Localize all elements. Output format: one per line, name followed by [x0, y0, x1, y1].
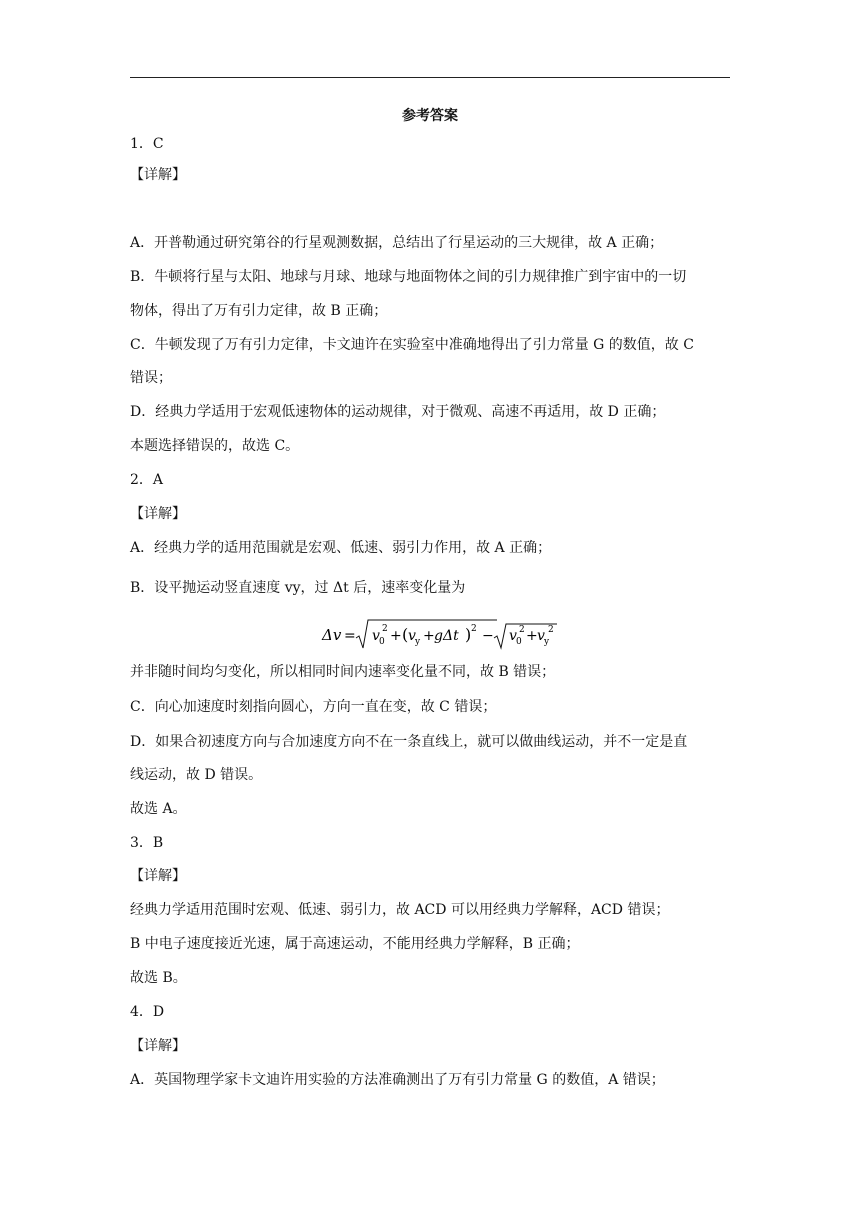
answer-number-1: 1．C: [130, 136, 164, 152]
text-line: 物体，得出了万有引力定律，故 B 正确；: [130, 303, 388, 319]
text-line: 线运动，故 D 错误。: [130, 767, 263, 783]
svg-text:0: 0: [516, 637, 522, 647]
header-rule: [130, 77, 730, 78]
text-line: 故选 A。: [130, 801, 187, 817]
svg-text:+: +: [423, 628, 435, 644]
text-line: A．英国物理学家卡文迪许用实验的方法准确测出了万有引力常量 G 的数值，A 错误；: [130, 1072, 665, 1088]
svg-text:(: (: [402, 625, 409, 644]
velocity-change-formula: [322, 614, 562, 658]
svg-text:+: +: [390, 628, 402, 644]
page-title: 参考答案: [402, 108, 458, 124]
svg-text:v: v: [372, 628, 380, 644]
text-line: D．如果合初速度方向与合加速度方向不在一条直线上，就可以做曲线运动，并不一定是直: [130, 734, 688, 750]
svg-text:2: 2: [519, 625, 525, 635]
text-line: 经典力学适用范围时宏观、低速、弱引力，故 ACD 可以用经典力学解释，ACD 错误；: [130, 902, 670, 918]
svg-text:2: 2: [382, 624, 388, 634]
svg-text:y: y: [544, 637, 550, 647]
text-line: C．牛顿发现了万有引力定律，卡文迪许在实验室中准确地得出了引力常量 G 的数值，故 C: [130, 337, 694, 353]
svg-text:): ): [465, 625, 472, 644]
text-line: A．开普勒通过研究第谷的行星观测数据，总结出了行星运动的三大规律，故 A 正确；: [130, 235, 664, 251]
svg-text:+: +: [526, 628, 538, 644]
detail-label: 【详解】: [130, 506, 186, 522]
text-line: B．设平抛运动竖直速度 vy，过 Δt 后，速率变化量为: [130, 580, 466, 596]
answer-number-2: 2．A: [130, 472, 164, 488]
text-line: A．经典力学的适用范围就是宏观、低速、弱引力作用，故 A 正确；: [130, 540, 552, 556]
text-line: 错误；: [130, 370, 172, 386]
svg-text:v: v: [537, 628, 545, 644]
svg-text:y: y: [415, 637, 421, 647]
svg-text:v: v: [509, 628, 517, 644]
svg-text:v: v: [408, 628, 416, 644]
detail-label: 【详解】: [130, 167, 186, 183]
text-line: D．经典力学适用于宏观低速物体的运动规律，对于微观、高速不再适用，故 D 正确；: [130, 404, 666, 420]
svg-text:2: 2: [548, 625, 554, 635]
detail-label: 【详解】: [130, 868, 186, 884]
svg-text:Δv: Δv: [322, 626, 342, 644]
svg-text:0: 0: [379, 637, 385, 647]
svg-text:2: 2: [471, 624, 477, 634]
text-line: C．向心加速度时刻指向圆心，方向一直在变，故 C 错误；: [130, 699, 497, 715]
svg-text:=: =: [344, 628, 356, 644]
answer-number-4: 4．D: [130, 1004, 165, 1020]
svg-text:−: −: [482, 628, 494, 644]
text-line: 故选 B。: [130, 970, 187, 986]
text-line: B 中电子速度接近光速，属于高速运动，不能用经典力学解释，B 正确；: [130, 936, 580, 952]
text-line: B．牛顿将行星与太阳、地球与月球、地球与地面物体之间的引力规律推广到宇宙中的一切: [130, 269, 687, 285]
answer-number-3: 3．B: [130, 835, 164, 851]
text-line: 本题选择错误的，故选 C。: [130, 438, 300, 454]
svg-text:gΔt: gΔt: [434, 628, 459, 644]
detail-label: 【详解】: [130, 1038, 186, 1054]
text-line: 并非随时间均匀变化，所以相同时间内速率变化量不同，故 B 错误；: [130, 664, 556, 680]
